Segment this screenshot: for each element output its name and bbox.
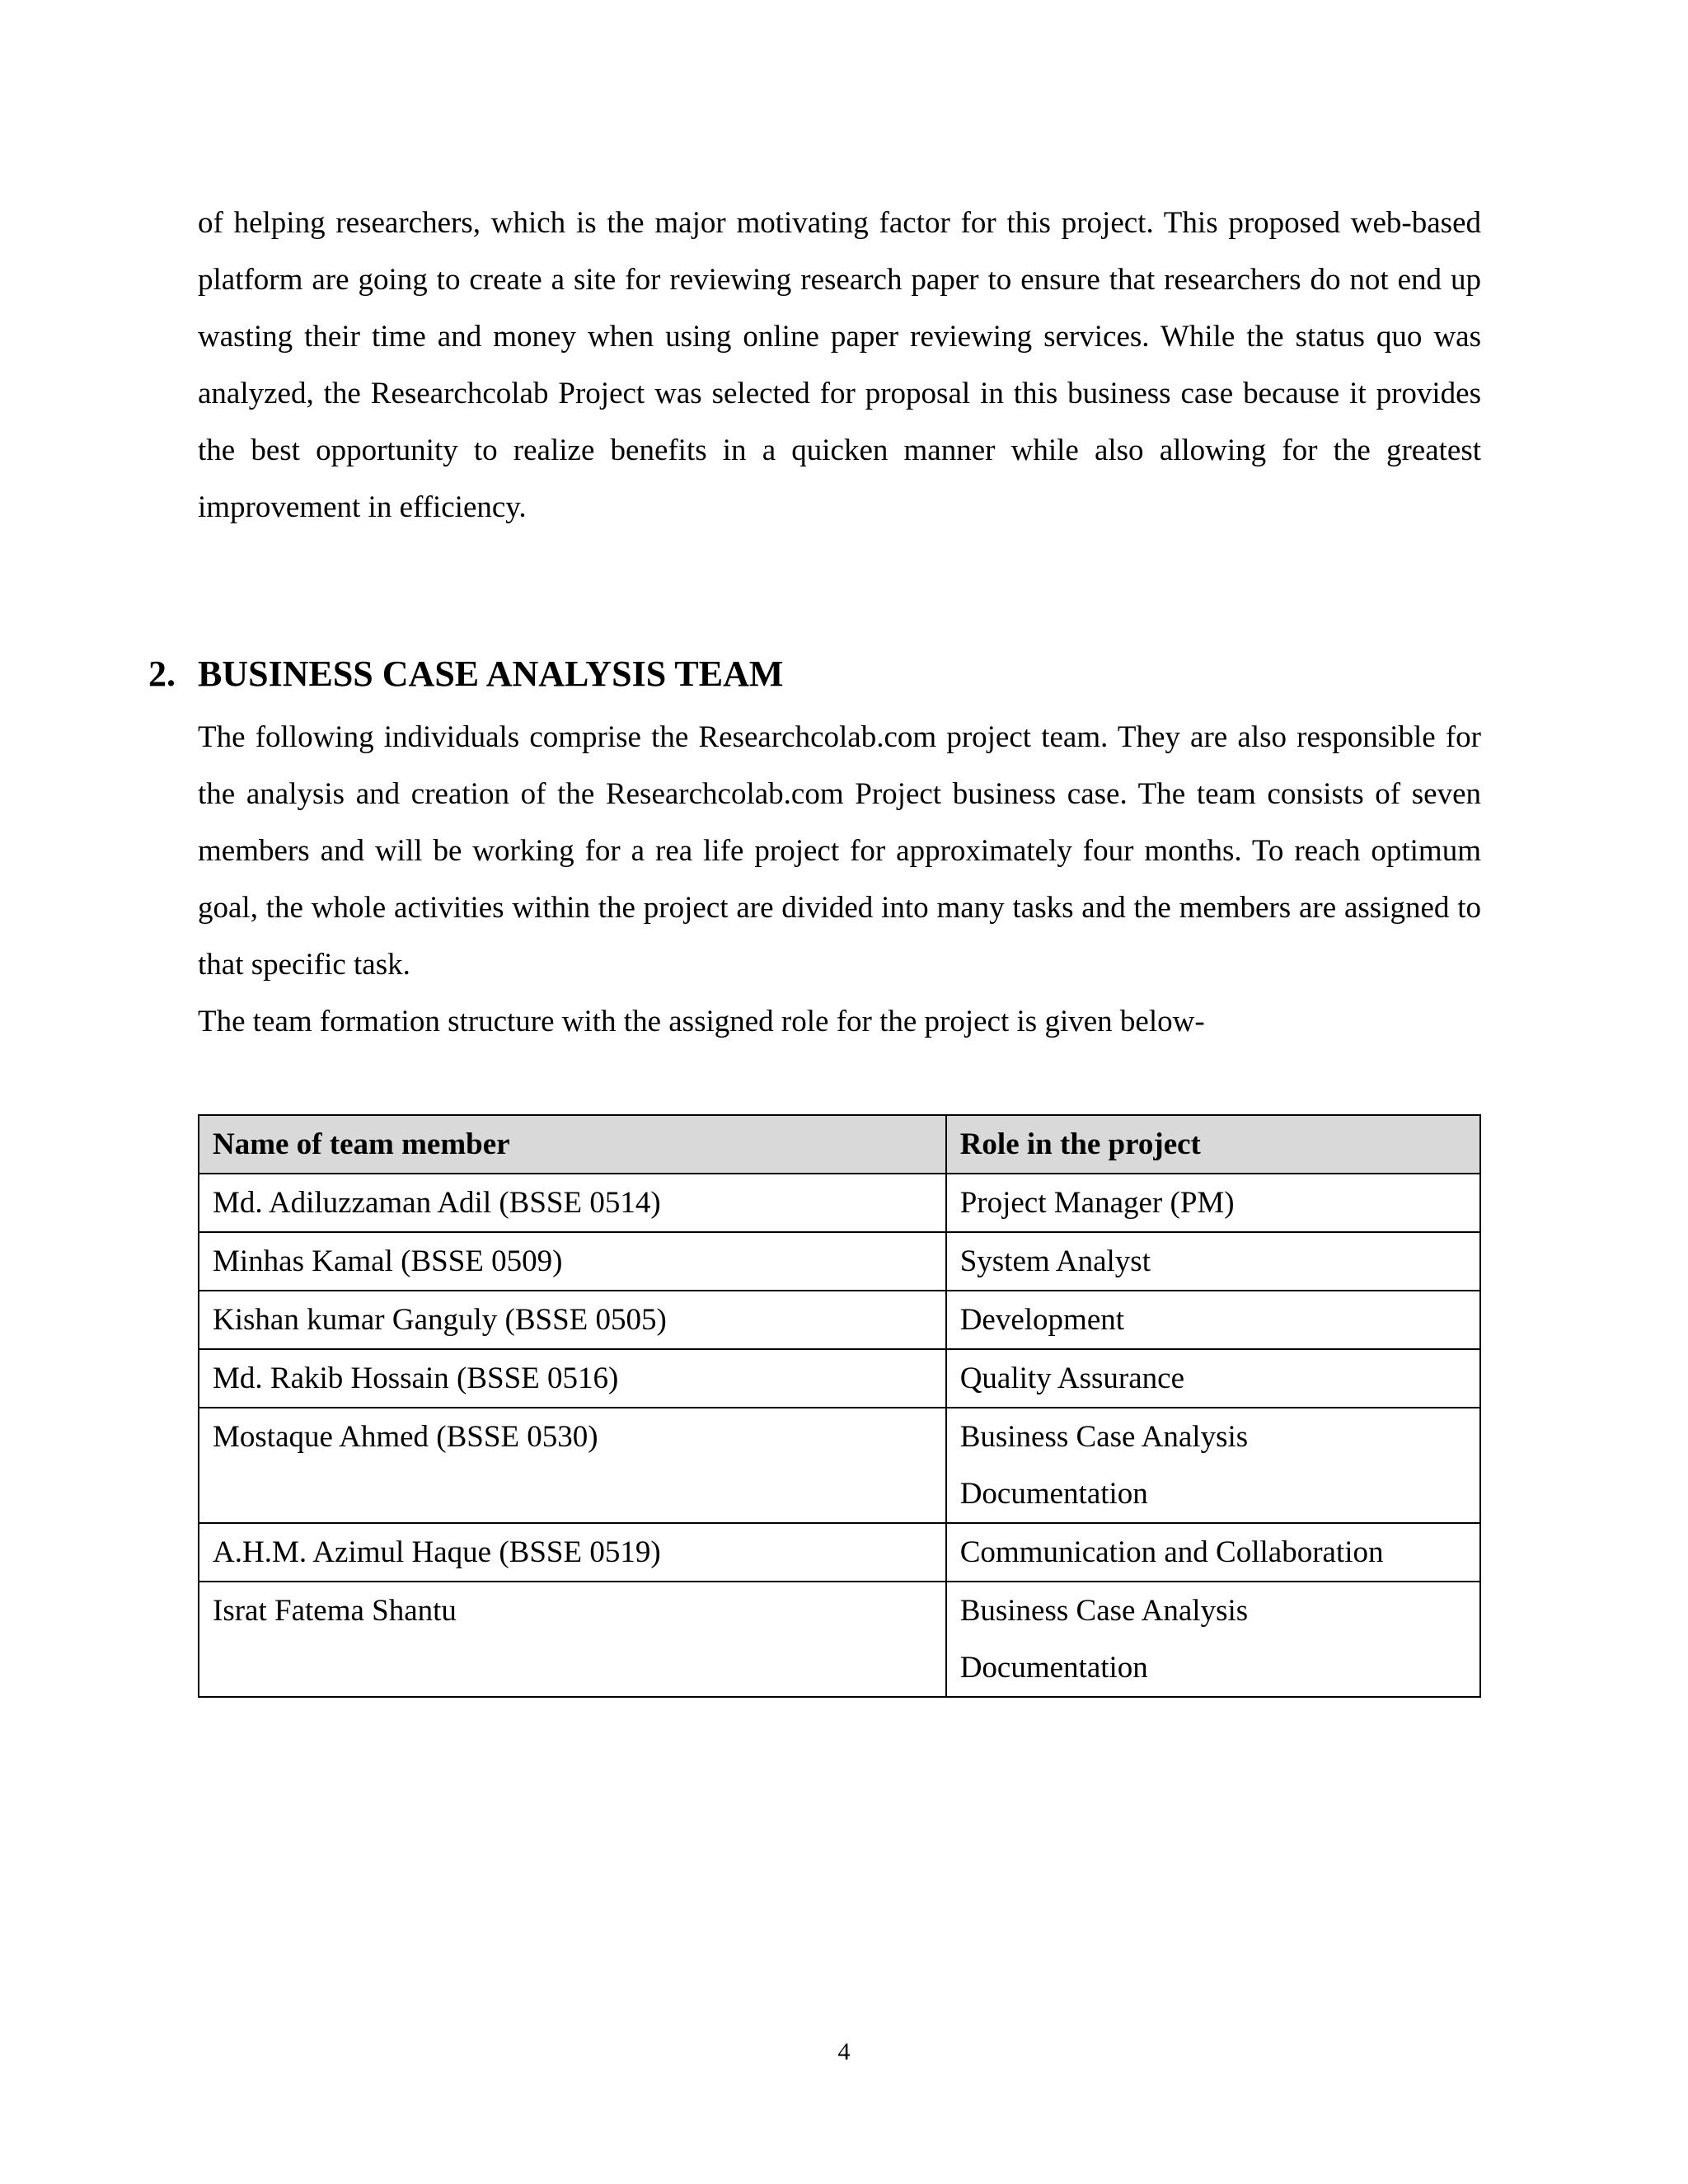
member-name: Md. Rakib Hossain (BSSE 0516) xyxy=(199,1349,946,1408)
intro-paragraph: of helping researchers, which is the major motivating factor for this project. This proposed web-based platform are going to create a site for reviewing research paper to ensure that researchers do not end up wasting their time and money when using online paper reviewing services. While the status quo was analyzed, the Researchcolab Project was selected for proposal in this business case because it provides the best opportunity to realize benefits in a quicken manner while also allowing for the greatest improvement in efficiency. xyxy=(198,206,1481,524)
header-name: Name of team member xyxy=(199,1115,946,1174)
member-role xyxy=(946,1174,1480,1232)
member-name: Md. Adiluzzaman Adil (BSSE 0514) xyxy=(199,1174,946,1232)
table-header-row xyxy=(199,1115,1480,1174)
table-row xyxy=(199,1349,1480,1408)
team-table xyxy=(198,1114,1481,1698)
member-name: A.H.M. Azimul Haque (BSSE 0519) xyxy=(199,1523,946,1582)
member-name: Mostaque Ahmed (BSSE 0530) xyxy=(199,1408,946,1523)
role-line: Communication and Collaboration xyxy=(959,1535,1384,1569)
role-line: System Analyst xyxy=(959,1244,1151,1278)
member-role xyxy=(946,1349,1480,1408)
table-row xyxy=(199,1408,1480,1523)
member-name: Kishan kumar Ganguly (BSSE 0505) xyxy=(199,1291,946,1349)
role-line: Business Case Analysis xyxy=(959,1594,1249,1628)
member-role xyxy=(946,1523,1480,1582)
role-line: Business Case Analysis xyxy=(959,1420,1249,1454)
section-heading xyxy=(148,649,1481,699)
page-number: 4 xyxy=(837,2038,851,2065)
member-role xyxy=(946,1291,1480,1349)
role-line: Project Manager (PM) xyxy=(959,1186,1235,1220)
table-row xyxy=(199,1174,1480,1232)
team-description-paragraph: The following individuals comprise the Researchcolab.com project team. They are also responsible for the analysis and creation of the Researchcolab.com Project business case. The team consists of seven members and will be working for a rea life project for approximately four months. To reach optimum goal, the whole activities within the project are divided into many tasks and the members are assigned to that specific task. xyxy=(198,720,1481,982)
role-line: Development xyxy=(959,1303,1125,1337)
header-role: Role in the project xyxy=(946,1115,1480,1174)
section-title: BUSINESS CASE ANALYSIS TEAM xyxy=(198,654,784,694)
table-row xyxy=(199,1232,1480,1291)
role-line: Quality Assurance xyxy=(959,1361,1184,1395)
member-role xyxy=(946,1408,1480,1523)
table-row xyxy=(199,1582,1480,1697)
table-row xyxy=(199,1291,1480,1349)
role-line: Documentation xyxy=(959,1477,1148,1511)
table-row xyxy=(199,1523,1480,1582)
member-name: Minhas Kamal (BSSE 0509) xyxy=(199,1232,946,1291)
table-lead-in: The team formation structure with the assigned role for the project is given below- xyxy=(198,1005,1205,1038)
role-line: Documentation xyxy=(959,1651,1148,1685)
section-number: 2. xyxy=(148,654,176,694)
member-name: Israt Fatema Shantu xyxy=(199,1582,946,1697)
member-role xyxy=(946,1582,1480,1697)
member-role xyxy=(946,1232,1480,1291)
